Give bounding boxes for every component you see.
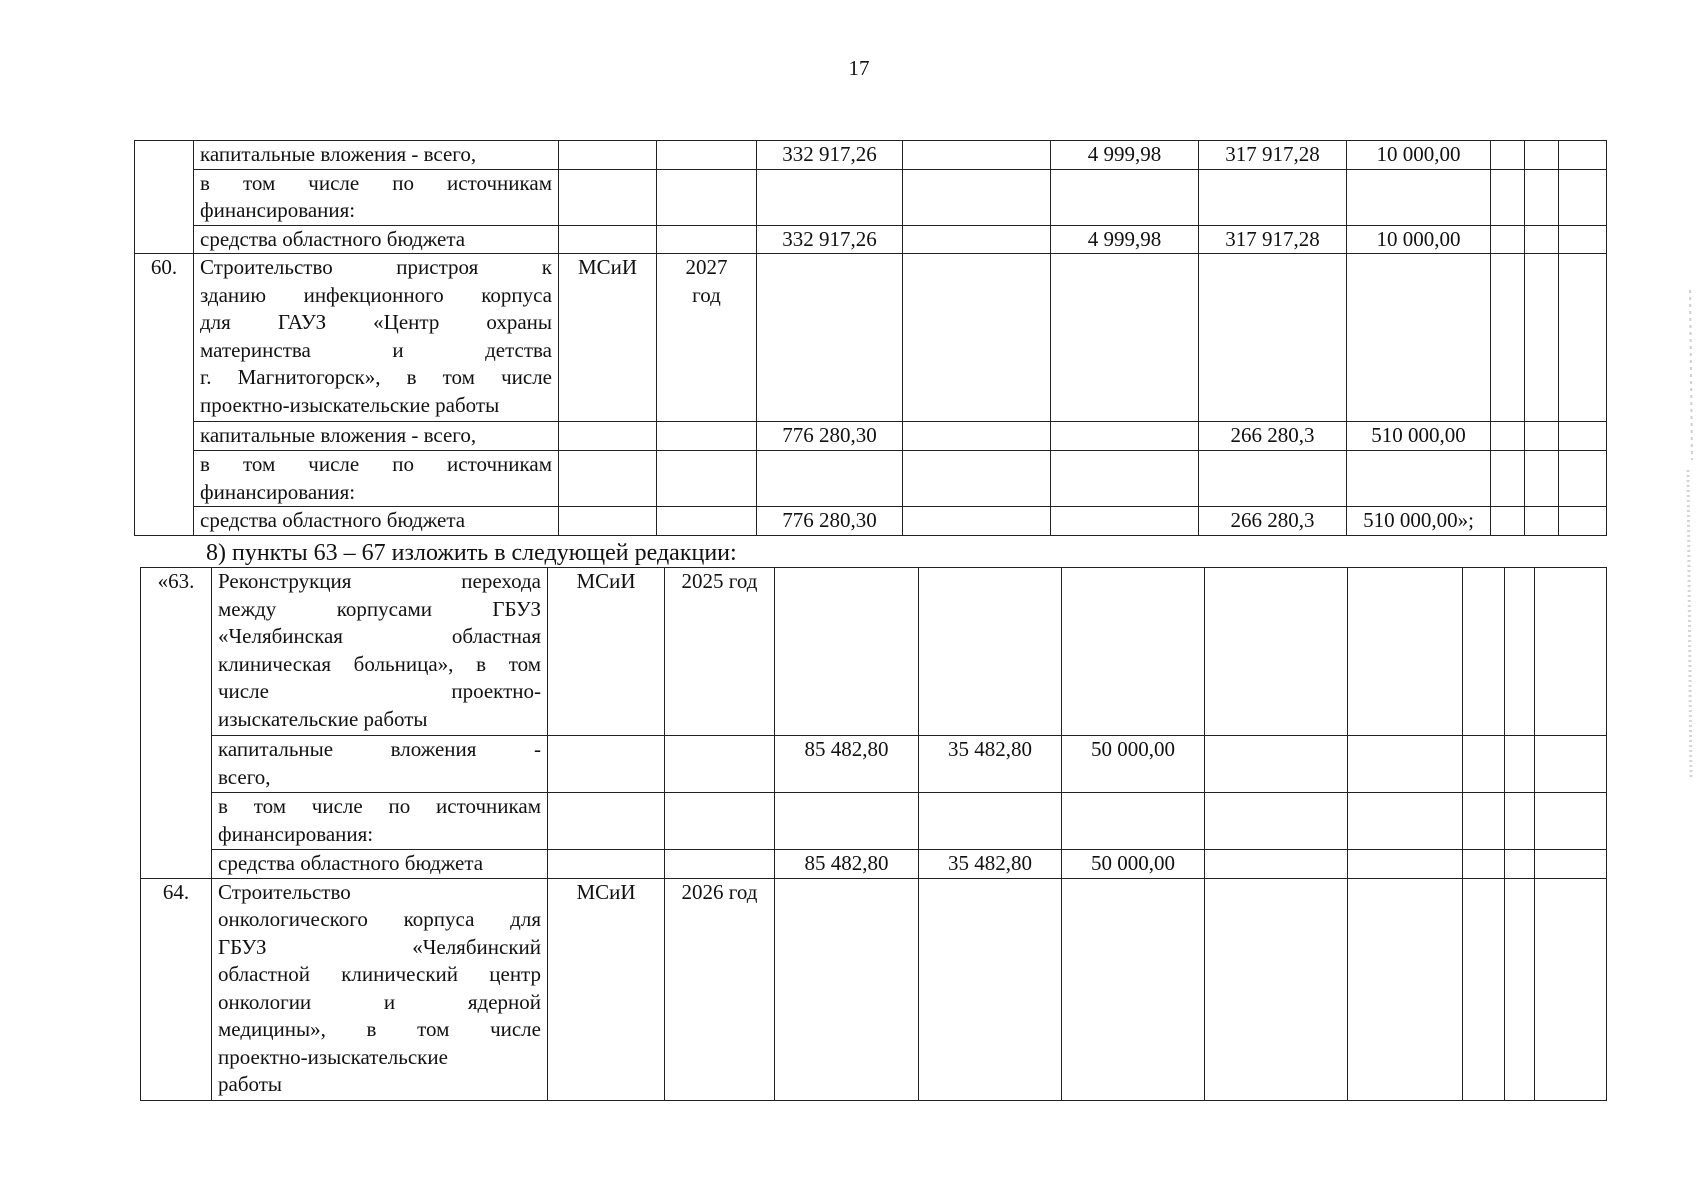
term-cell [665,850,775,879]
year-3-value: 317 917,28 [1199,141,1347,170]
empty-cell [1505,568,1535,736]
year-4-value [1348,850,1463,879]
empty-cell [1525,254,1559,422]
year-1-value [903,451,1051,507]
term-cell: 2025 год [665,568,775,736]
year-4-value [1347,451,1491,507]
investment-table-part-2 [140,567,1607,1101]
row-name: в том числе по источникам финансирования: [212,793,548,850]
empty-cell [1463,736,1505,793]
term-cell [657,451,757,507]
term-cell: 2027 год [657,254,757,422]
year-1-value [903,507,1051,536]
year-4-value: 10 000,00 [1347,225,1491,254]
term-cell [657,141,757,170]
row-name: в том числе по источникам финансирования: [194,451,559,507]
year-3-value: 266 280,3 [1199,422,1347,451]
total-value: 85 482,80 [775,736,919,793]
year-4-value: 10 000,00 [1347,141,1491,170]
table-row [135,225,1607,254]
year-4-value [1348,878,1463,1100]
scan-edge-mark [1680,290,1698,460]
year-2-value [1051,507,1199,536]
total-value [775,878,919,1100]
page-number: 17 [848,56,870,80]
empty-cell [1559,451,1607,507]
year-2-value [1051,422,1199,451]
empty-cell [1505,736,1535,793]
row-name: средства областного бюджета [194,225,559,254]
empty-cell [1463,850,1505,879]
term-cell [657,422,757,451]
year-3-value [1205,736,1348,793]
table-row [141,878,1607,1100]
term-cell [657,225,757,254]
empty-cell [1491,141,1525,170]
year-1-value [919,568,1062,736]
year-4-value [1348,736,1463,793]
year-3-value [1199,451,1347,507]
table-row [135,507,1607,536]
year-1-value [919,878,1062,1100]
year-4-value: 510 000,00»; [1347,507,1491,536]
year-3-value: 317 917,28 [1199,225,1347,254]
empty-cell [1525,422,1559,451]
empty-cell [1491,225,1525,254]
empty-cell [1463,793,1505,850]
amendment-instruction: 8) пункты 63 – 67 изложить в следующей редакции: [206,540,737,566]
year-3-value [1205,878,1348,1100]
year-2-value: 4 999,98 [1051,141,1199,170]
table-row [135,169,1607,225]
year-2-value: 4 999,98 [1051,225,1199,254]
year-1-value [903,169,1051,225]
year-4-value [1348,793,1463,850]
executor-cell [559,507,657,536]
table-row [135,451,1607,507]
row-name: Строительство пристроя к зданию инфекционного корпуса для ГАУЗ «Центр охраны материнства и детства г. Магнитогорск», в том числе проектно-изыскательские работы [194,254,559,422]
row-number-cell: «63. [141,568,212,879]
executor-cell [559,169,657,225]
total-value [757,169,903,225]
table-row [135,254,1607,422]
year-1-value: 35 482,80 [919,850,1062,879]
row-name: капитальные вложения - всего, [194,141,559,170]
executor-cell: МСиИ [548,878,665,1100]
investment-table-part-1 [134,140,1607,536]
year-3-value [1199,169,1347,225]
term-cell [665,793,775,850]
executor-cell: МСиИ [559,254,657,422]
row-number-cell: 64. [141,878,212,1100]
empty-cell [1491,507,1525,536]
executor-cell [559,451,657,507]
scan-edge-mark [1680,470,1698,780]
row-name: капитальные вложения - всего, [194,422,559,451]
total-value: 85 482,80 [775,850,919,879]
empty-cell [1559,225,1607,254]
empty-cell [1559,507,1607,536]
empty-cell [1525,225,1559,254]
term-cell: 2026 год [665,878,775,1100]
year-2-value: 50 000,00 [1062,850,1205,879]
empty-cell [1535,878,1607,1100]
executor-cell: МСиИ [548,568,665,736]
empty-cell [1505,878,1535,1100]
total-value: 332 917,26 [757,225,903,254]
empty-cell [1525,169,1559,225]
row-number-cell [135,141,194,254]
row-name: капитальные вложения - всего, [212,736,548,793]
row-name: Строительство онкологического корпуса для ГБУЗ «Челябинский областной клинический центр онкологии и ядерной медицины», в том числе проектно-изыскательские работы [212,878,548,1100]
total-value: 776 280,30 [757,507,903,536]
year-2-value: 50 000,00 [1062,736,1205,793]
year-2-value [1051,254,1199,422]
term-cell [665,736,775,793]
total-value [757,451,903,507]
year-4-value [1347,169,1491,225]
total-value [757,254,903,422]
empty-cell [1463,568,1505,736]
term-cell [657,169,757,225]
year-3-value: 266 280,3 [1199,507,1347,536]
year-3-value [1205,850,1348,879]
empty-cell [1525,507,1559,536]
year-2-value [1062,878,1205,1100]
empty-cell [1463,878,1505,1100]
row-name: средства областного бюджета [194,507,559,536]
empty-cell [1559,422,1607,451]
year-1-value [903,141,1051,170]
total-value: 332 917,26 [757,141,903,170]
year-3-value [1205,793,1348,850]
year-1-value [919,793,1062,850]
year-2-value [1062,793,1205,850]
empty-cell [1535,793,1607,850]
table-row [135,141,1607,170]
year-3-value [1199,254,1347,422]
executor-cell [559,225,657,254]
year-2-value [1051,451,1199,507]
executor-cell [548,850,665,879]
year-4-value [1347,254,1491,422]
year-1-value: 35 482,80 [919,736,1062,793]
empty-cell [1525,451,1559,507]
empty-cell [1491,254,1525,422]
executor-cell [559,141,657,170]
row-name: в том числе по источникам финансирования: [194,169,559,225]
row-number-cell: 60. [135,254,194,536]
year-2-value [1051,169,1199,225]
empty-cell [1559,141,1607,170]
year-4-value [1348,568,1463,736]
table-row [135,422,1607,451]
table-row [141,736,1607,793]
table-row [141,568,1607,736]
empty-cell [1491,169,1525,225]
year-3-value [1205,568,1348,736]
total-value [775,793,919,850]
total-value [775,568,919,736]
table-row [141,850,1607,879]
empty-cell [1505,850,1535,879]
executor-cell [548,793,665,850]
row-name: средства областного бюджета [212,850,548,879]
year-1-value [903,422,1051,451]
empty-cell [1525,141,1559,170]
total-value: 776 280,30 [757,422,903,451]
table-row [141,793,1607,850]
year-2-value [1062,568,1205,736]
term-cell [657,507,757,536]
empty-cell [1491,451,1525,507]
executor-cell [548,736,665,793]
empty-cell [1559,169,1607,225]
year-1-value [903,254,1051,422]
empty-cell [1535,736,1607,793]
empty-cell [1491,422,1525,451]
empty-cell [1535,850,1607,879]
row-name: Реконструкция перехода между корпусами ГБУЗ «Челябинская областная клиническая больница», в том числе проектно- изыскательские работы [212,568,548,736]
empty-cell [1559,254,1607,422]
empty-cell [1535,568,1607,736]
year-1-value [903,225,1051,254]
executor-cell [559,422,657,451]
year-4-value: 510 000,00 [1347,422,1491,451]
empty-cell [1505,793,1535,850]
